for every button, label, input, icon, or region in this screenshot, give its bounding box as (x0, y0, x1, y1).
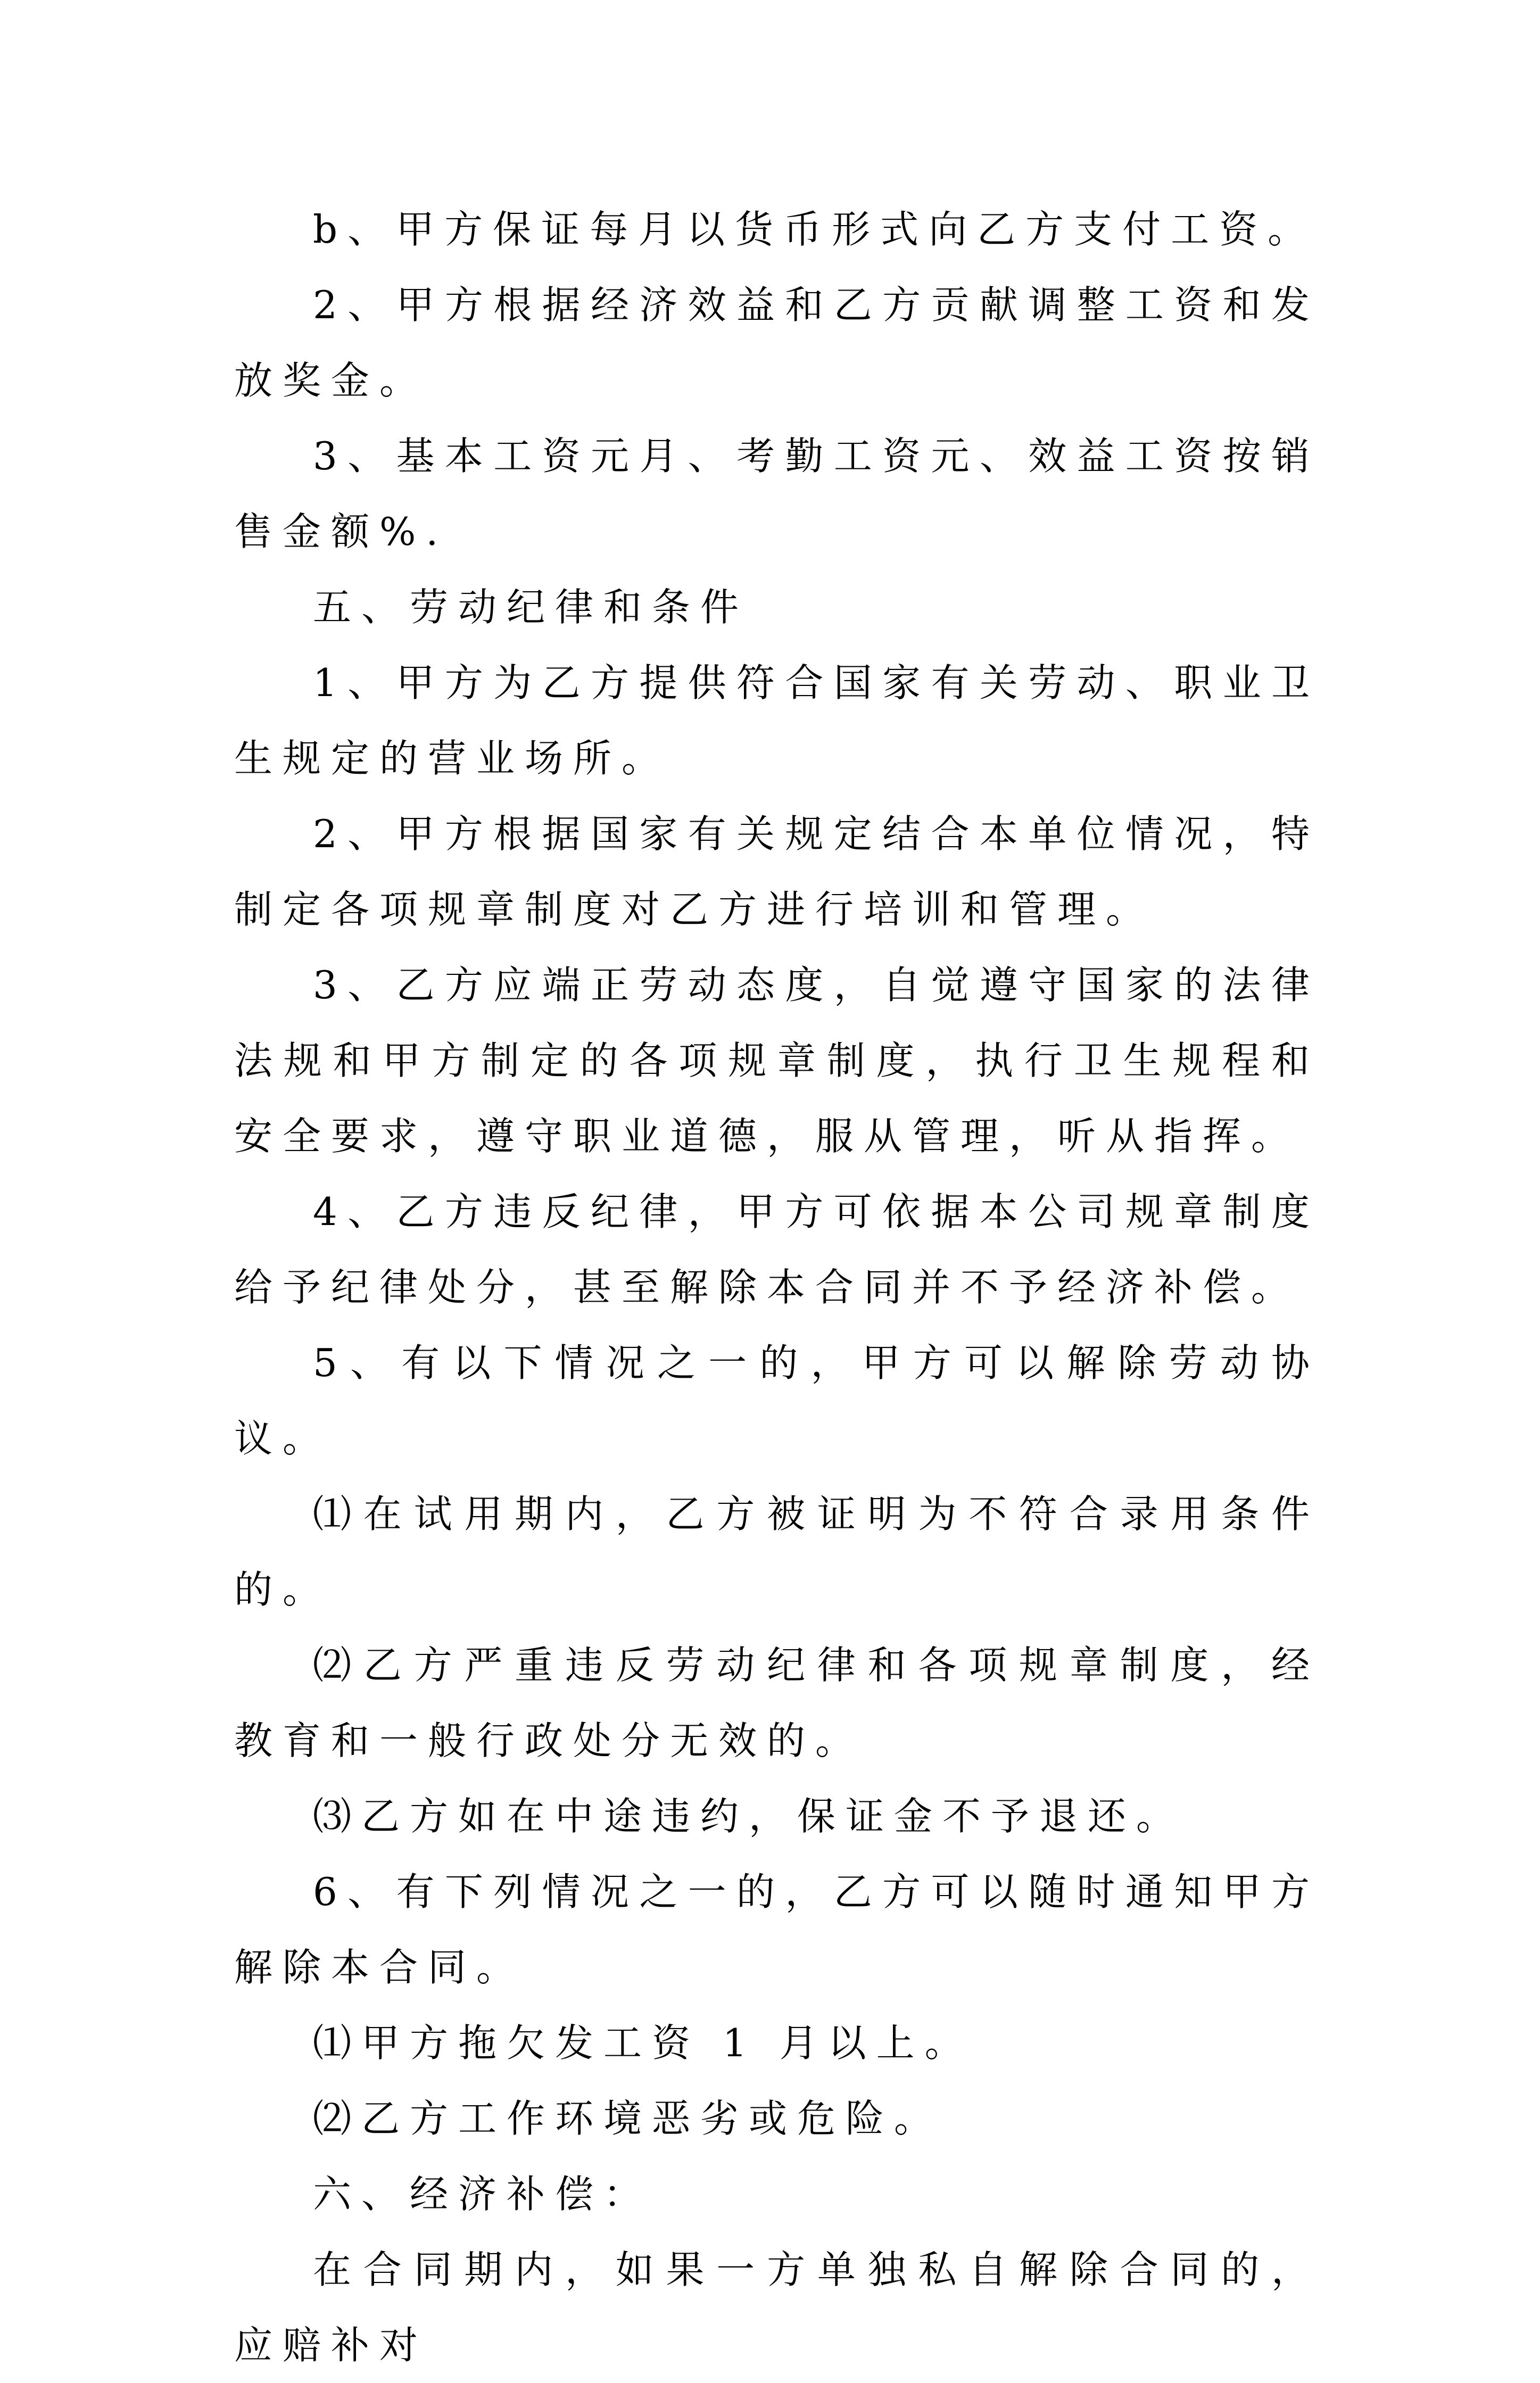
paragraph-salary-monthly: b、甲方保证每月以货币形式向乙方支付工资。 (313, 207, 1317, 252)
paragraph-employee-termination: 6、有下列情况之一的，乙方可以随时通知甲方解除本合同。 (234, 1869, 1320, 1990)
paragraph-employer-termination: 5、有以下情况之一的，甲方可以解除劳动协议。 (234, 1341, 1320, 1461)
paragraph-discipline-violation: 4、乙方违反纪律，甲方可依据本公司规章制度给予纪律处分，甚至解除本合同并不予经济补偿。 (234, 1189, 1320, 1310)
section-heading-compensation: 六、经济补偿： (313, 2172, 652, 2216)
paragraph-workplace: 1、甲方为乙方提供符合国家有关劳动、职业卫生规定的营业场所。 (234, 660, 1320, 781)
list-item-unpaid-wages: ⑴甲方拖欠发工资 1 月以上。 (313, 2021, 973, 2065)
paragraph-salary-adjust: 2、甲方根据经济效益和乙方贡献调整工资和发放奖金。 (234, 283, 1320, 403)
list-item-serious-violation: ⑵乙方严重违反劳动纪律和各项规章制度，经教育和一般行政处分无效的。 (234, 1643, 1320, 1763)
document-body (234, 192, 1320, 2383)
list-item-dangerous-environment: ⑵乙方工作环境恶劣或危险。 (313, 2096, 943, 2141)
list-item-breach-deposit: ⑶乙方如在中途违约，保证金不予退还。 (313, 1794, 1185, 1839)
paragraph-salary-structure: 3、基本工资元月、考勤工资元、效益工资按销售金额%. (234, 434, 1320, 554)
paragraph-employee-conduct: 3、乙方应端正劳动态度，自觉遵守国家的法律法规和甲方制定的各项规章制度，执行卫生规程和安全要求，遵守职业道德，服从管理，听从指挥。 (234, 963, 1320, 1159)
list-item-probation: ⑴在试用期内，乙方被证明为不符合录用条件的。 (234, 1492, 1320, 1612)
section-heading-labor-discipline: 五、劳动纪律和条件 (313, 585, 749, 630)
paragraph-compensation: 在合同期内，如果一方单独私自解除合同的，应赔补对 (234, 2247, 1320, 2368)
paragraph-rules-training: 2、甲方根据国家有关规定结合本单位情况，特制定各项规章制度对乙方进行培训和管理。 (234, 812, 1320, 932)
